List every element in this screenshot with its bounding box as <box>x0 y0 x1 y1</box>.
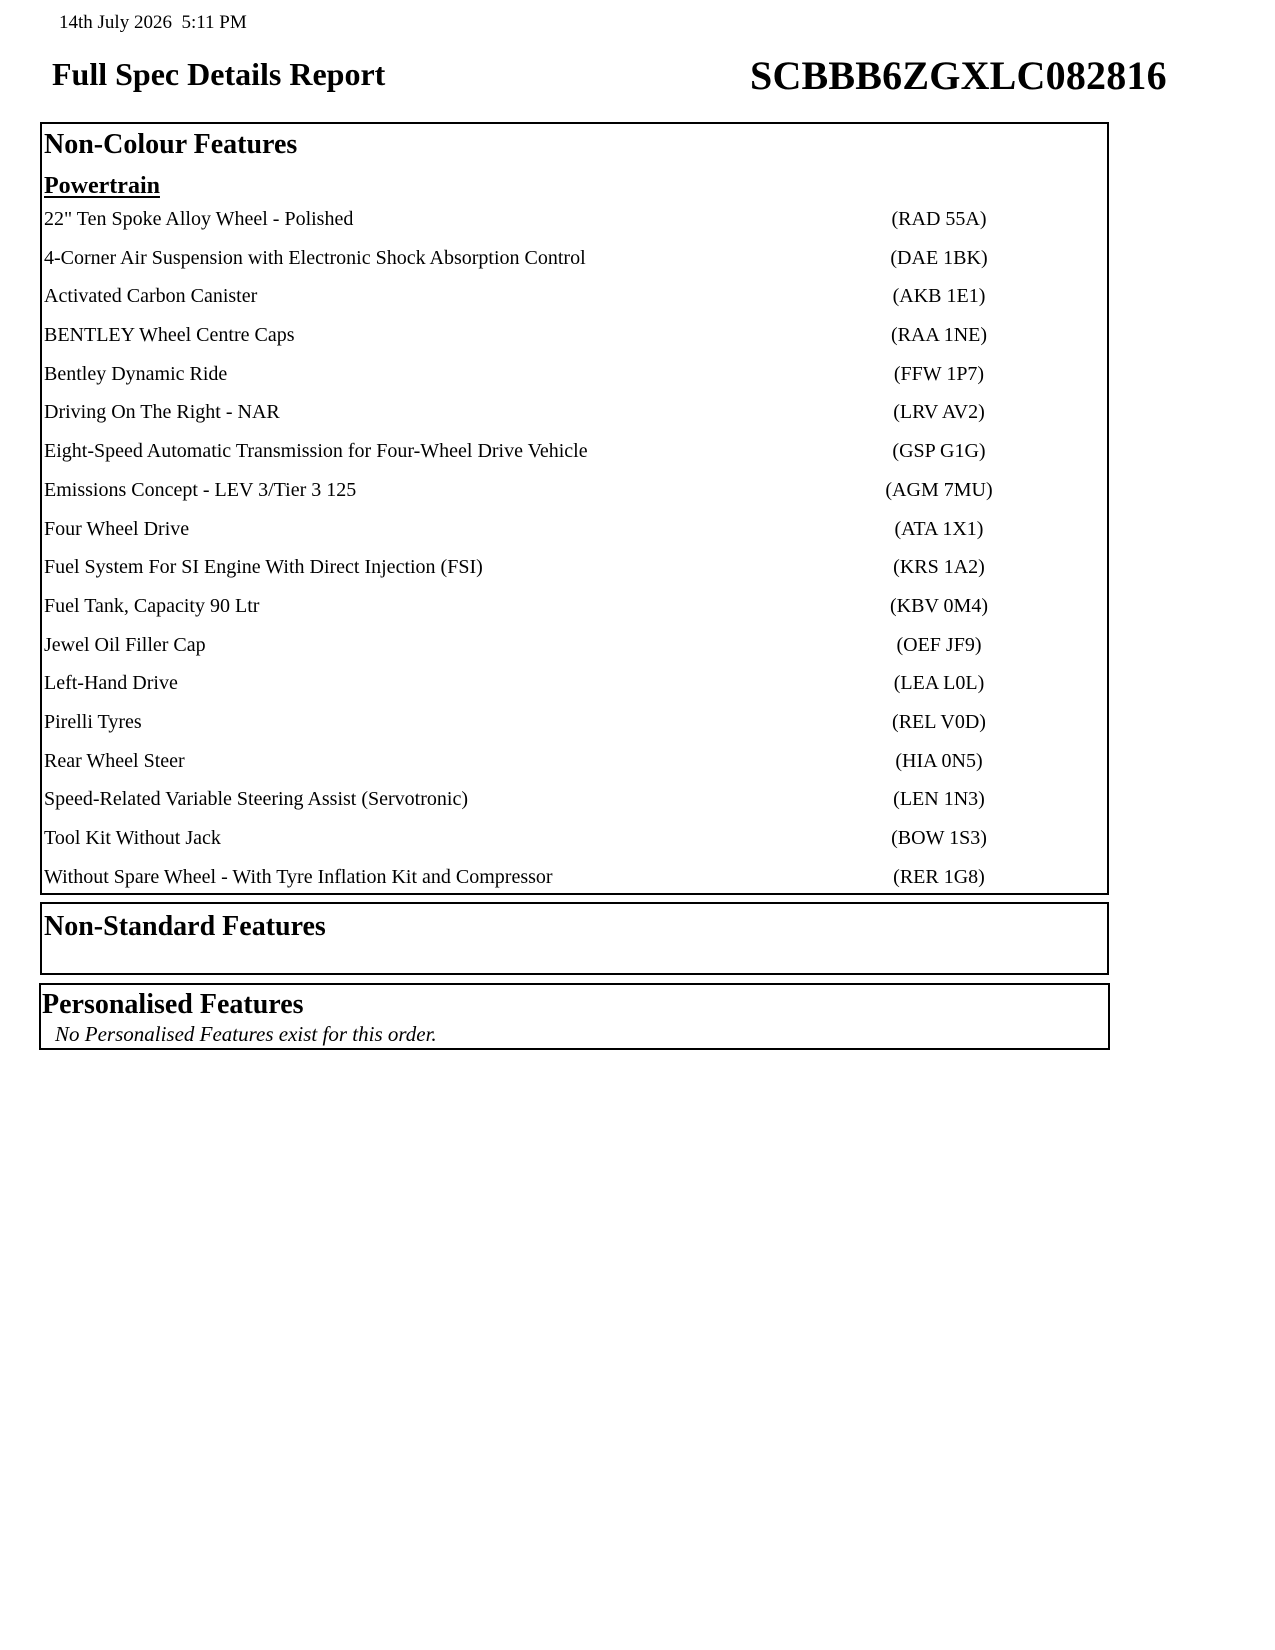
feature-name: Bentley Dynamic Ride <box>44 362 228 385</box>
feature-row <box>44 245 1104 284</box>
feature-name: Tool Kit Without Jack <box>44 827 221 849</box>
feature-code: (KRS 1A2) <box>893 556 985 579</box>
feature-row <box>44 709 1104 748</box>
feature-name: Driving On The Right - NAR <box>44 401 280 424</box>
feature-name: BENTLEY Wheel Centre Caps <box>44 324 295 347</box>
feature-name: Rear Wheel Steer <box>44 749 185 772</box>
feature-row <box>44 554 1104 593</box>
feature-code: (LRV AV2) <box>893 401 985 424</box>
feature-name: Fuel System For SI Engine With Direct Injection (FSI) <box>44 556 483 579</box>
feature-code: (RAA 1NE) <box>890 324 988 347</box>
feature-name: Speed-Related Variable Steering Assist (Servotronic) <box>44 788 468 811</box>
feature-name: Eight-Speed Automatic Transmission for Four-Wheel Drive Vehicle <box>44 440 588 463</box>
section-title-non-standard: Non-Standard Features <box>44 911 326 942</box>
feature-row <box>44 748 1104 787</box>
feature-row <box>44 438 1104 477</box>
feature-row <box>44 399 1104 438</box>
non-colour-features-section <box>40 122 1109 895</box>
feature-code: (RER 1G8) <box>893 865 985 888</box>
feature-code: (REL V0D) <box>892 710 986 733</box>
feature-code: (OEF JF9) <box>896 633 982 656</box>
feature-row <box>44 786 1104 825</box>
report-timestamp: 14th July 2026 5:11 PM <box>59 12 247 33</box>
non-standard-features-section <box>40 902 1109 975</box>
group-title-powertrain: Powertrain <box>44 173 160 199</box>
feature-row <box>44 593 1104 632</box>
feature-code: (KBV 0M4) <box>890 594 988 617</box>
feature-row <box>44 825 1104 864</box>
feature-row <box>44 283 1104 322</box>
feature-name: Pirelli Tyres <box>44 710 142 733</box>
feature-code: (HIA 0N5) <box>895 749 983 772</box>
feature-row <box>44 322 1104 361</box>
feature-code: (RAD 55A) <box>891 208 987 230</box>
personalised-empty-note: No Personalised Features exist for this order. <box>55 1022 437 1046</box>
feature-name: Jewel Oil Filler Cap <box>44 633 206 656</box>
feature-code: (BOW 1S3) <box>891 827 987 849</box>
feature-row <box>44 864 1104 903</box>
vin-number: SCBBB6ZGXLC082816 <box>750 53 1167 98</box>
feature-name: Activated Carbon Canister <box>44 285 258 308</box>
feature-name: 4-Corner Air Suspension with Electronic Shock Absorption Control <box>44 246 586 269</box>
feature-row <box>44 206 1104 245</box>
feature-code: (FFW 1P7) <box>893 362 985 385</box>
feature-list <box>44 206 1104 902</box>
feature-code: (ATA 1X1) <box>894 517 984 540</box>
feature-code: (AGM 7MU) <box>885 478 993 501</box>
feature-row <box>44 670 1104 709</box>
section-title-non-colour: Non-Colour Features <box>44 129 298 160</box>
feature-code: (LEN 1N3) <box>893 788 985 811</box>
personalised-features-section <box>39 983 1110 1050</box>
feature-code: (LEA L0L) <box>893 672 985 695</box>
feature-row <box>44 632 1104 671</box>
feature-code: (DAE 1BK) <box>890 246 988 269</box>
feature-code: (GSP G1G) <box>892 440 986 463</box>
feature-code: (AKB 1E1) <box>892 285 986 308</box>
feature-name: Without Spare Wheel - With Tyre Inflation Kit and Compressor <box>44 865 553 888</box>
feature-name: Left-Hand Drive <box>44 672 178 695</box>
feature-name: 22" Ten Spoke Alloy Wheel - Polished <box>44 208 354 230</box>
feature-name: Four Wheel Drive <box>44 517 190 540</box>
feature-name: Fuel Tank, Capacity 90 Ltr <box>44 594 260 617</box>
section-title-personalised: Personalised Features <box>42 989 304 1020</box>
feature-row <box>44 361 1104 400</box>
feature-name: Emissions Concept - LEV 3/Tier 3 125 <box>44 478 357 501</box>
feature-row <box>44 477 1104 516</box>
feature-row <box>44 516 1104 555</box>
report-title: Full Spec Details Report <box>52 56 386 92</box>
